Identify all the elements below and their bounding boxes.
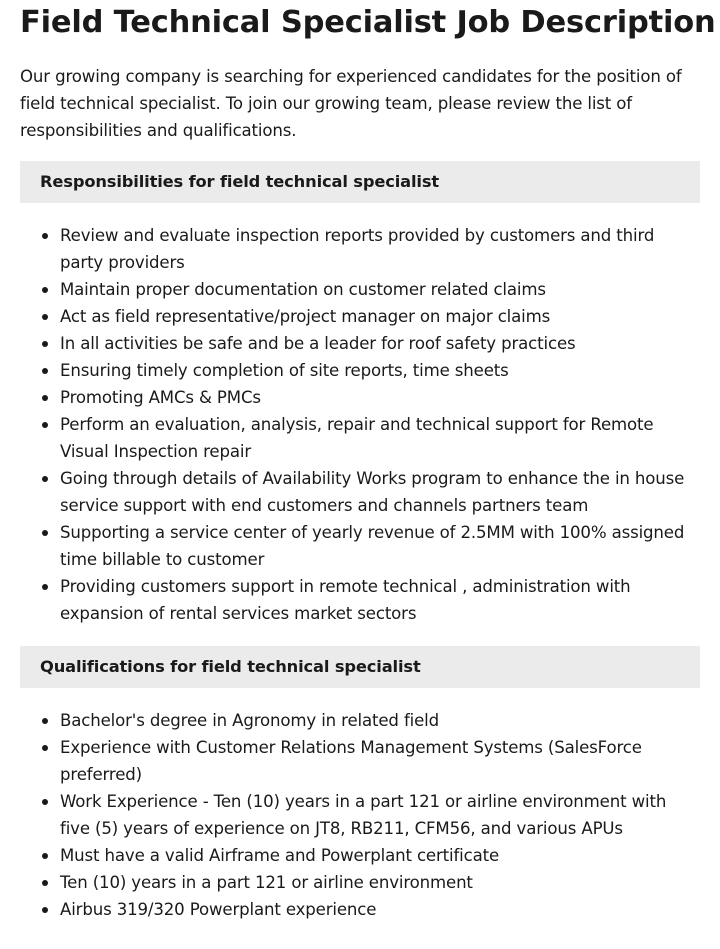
bullet-icon [42,907,48,913]
list-item [20,869,700,896]
bullet-icon [42,799,48,805]
qualifications-heading: Qualifications for field technical specialist [20,646,700,688]
list-item-text: Going through details of Availability Works program to enhance the in house service support with end customers and channels partners team [60,469,685,515]
bullet-icon [42,476,48,482]
list-item [20,519,700,573]
list-item-text: Promoting AMCs & PMCs [60,388,261,407]
list-item-text: Ensuring timely completion of site reports, time sheets [60,361,509,380]
list-item [20,330,700,357]
bullet-icon [42,880,48,886]
list-item [20,734,700,788]
qualifications-list [20,707,700,923]
bullet-icon [42,853,48,859]
list-item-text: Work Experience - Ten (10) years in a part 121 or airline environment with five (5) years of experience on JT8, RB211, CFM56, and various APUs [60,792,667,838]
list-item-text: Providing customers support in remote technical , administration with expansion of rental services market sectors [60,577,631,623]
list-item [20,896,700,923]
list-item-text: Bachelor's degree in Agronomy in related field [60,711,439,730]
list-item [20,357,700,384]
list-item-text: Ten (10) years in a part 121 or airline environment [60,873,473,892]
bullet-icon [42,422,48,428]
list-item [20,465,700,519]
responsibilities-list [20,222,700,627]
bullet-icon [42,530,48,536]
list-item [20,222,700,276]
bullet-icon [42,745,48,751]
list-item-text: Perform an evaluation, analysis, repair and technical support for Remote Visual Inspection repair [60,415,654,461]
list-item [20,384,700,411]
list-item [20,303,700,330]
responsibilities-heading: Responsibilities for field technical specialist [20,161,700,203]
list-item [20,411,700,465]
list-item-text: Maintain proper documentation on customer related claims [60,280,546,299]
list-item-text: Airbus 319/320 Powerplant experience [60,900,377,919]
list-item [20,573,700,627]
list-item-text: In all activities be safe and be a leader for roof safety practices [60,334,576,353]
list-item-text: Supporting a service center of yearly revenue of 2.5MM with 100% assigned time billable to customer [60,523,685,569]
bullet-icon [42,584,48,590]
list-item-text: Experience with Customer Relations Management Systems (SalesForce preferred) [60,738,642,784]
list-item [20,707,700,734]
page-title: Field Technical Specialist Job Description [20,5,716,40]
bullet-icon [42,395,48,401]
list-item [20,788,700,842]
list-item [20,276,700,303]
list-item-text: Act as field representative/project manager on major claims [60,307,551,326]
bullet-icon [42,287,48,293]
list-item-text: Must have a valid Airframe and Powerplant certificate [60,846,500,865]
bullet-icon [42,368,48,374]
bullet-icon [42,314,48,320]
list-item [20,842,700,869]
intro-paragraph: Our growing company is searching for experienced candidates for the position of field technical specialist. To join our growing team, please review the list of responsibilities and qualifications. [20,67,682,140]
list-item-text: Review and evaluate inspection reports provided by customers and third party providers [60,226,655,272]
bullet-icon [42,341,48,347]
bullet-icon [42,233,48,239]
bullet-icon [42,718,48,724]
